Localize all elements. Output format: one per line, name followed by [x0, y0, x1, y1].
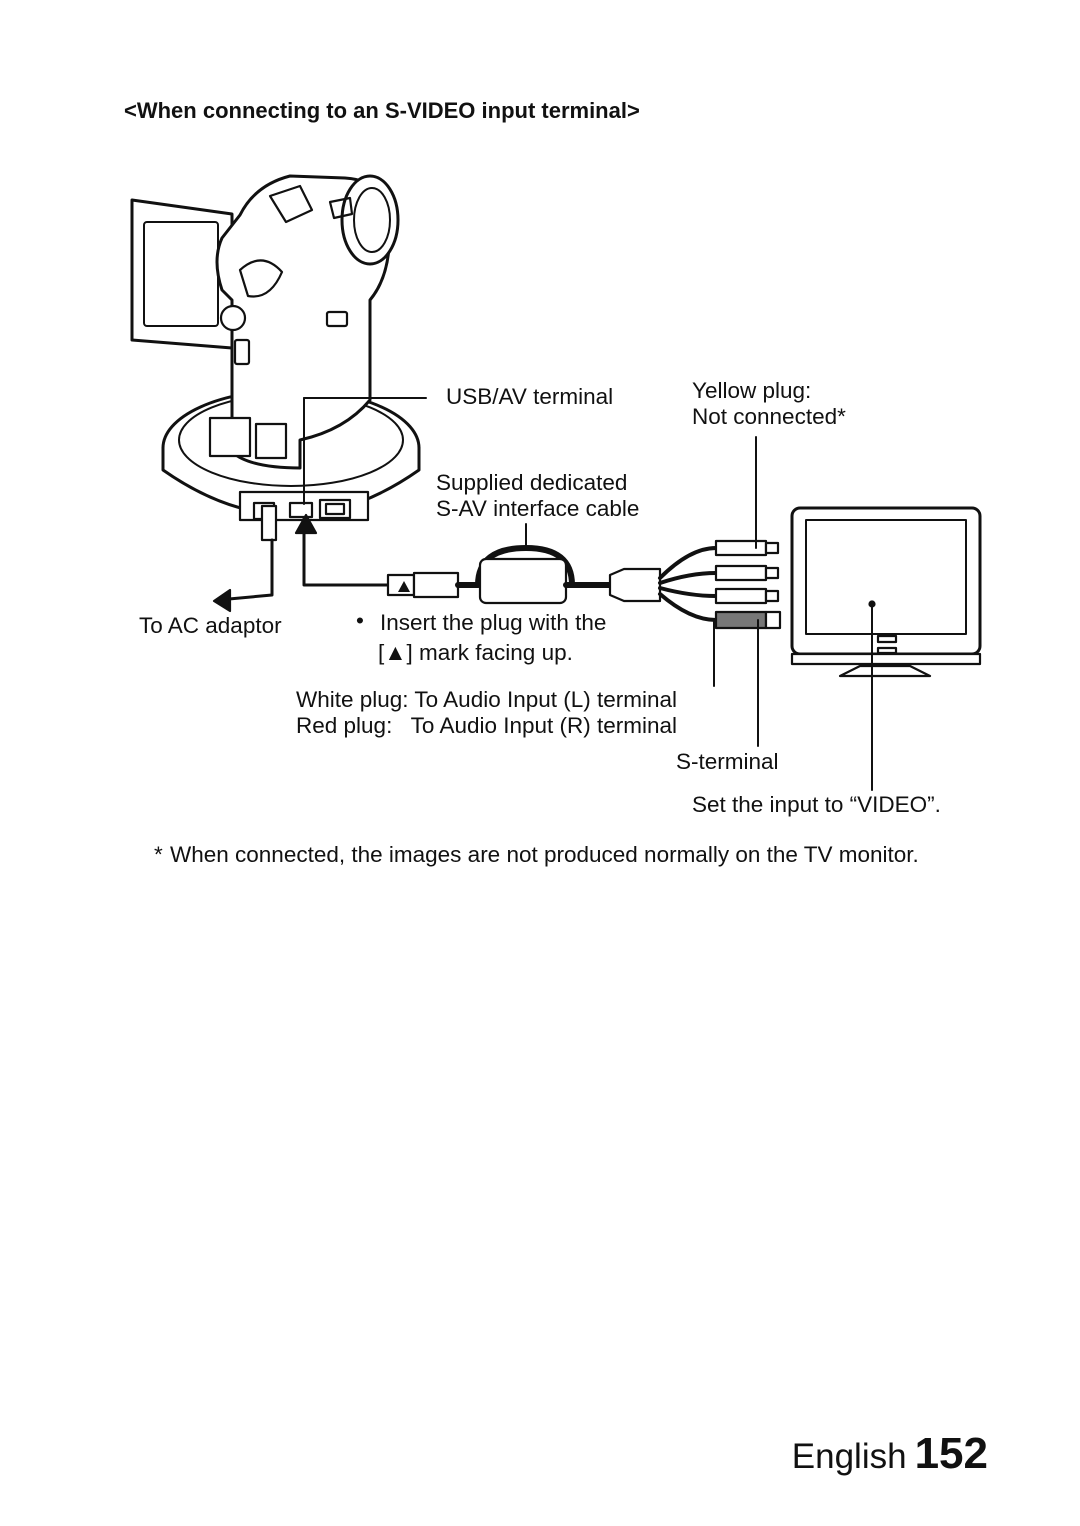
insert-plug-bullet: •: [356, 608, 364, 633]
page-footer: [792, 1424, 988, 1487]
tv-monitor-illustration: [792, 508, 980, 790]
ac-adaptor-cable: [214, 506, 276, 611]
footer-language: English: [791, 1437, 907, 1476]
insert-plug-note-line1: Insert the plug with the: [380, 610, 607, 635]
yellow-plug-label: Yellow plug:: [692, 378, 812, 403]
footnote-marker: *: [154, 842, 163, 867]
page-number: 152: [914, 1429, 988, 1478]
set-input-label: Set the input to “VIDEO”.: [692, 792, 941, 817]
footnote-text: When connected, the images are not produced normally on the TV monitor.: [170, 842, 919, 867]
cable-label-line1: Supplied dedicated: [436, 470, 628, 495]
white-plug-label: White plug: To Audio Input (L) terminal: [296, 687, 678, 712]
s-terminal-label: S-terminal: [676, 749, 779, 774]
section-heading: <When connecting to an S-VIDEO input terminal>: [124, 98, 640, 123]
usb-av-terminal-label: USB/AV terminal: [446, 384, 614, 409]
red-plug-label: Red plug: To Audio Input (R) terminal: [296, 713, 678, 738]
cable-label-line2: S-AV interface cable: [436, 496, 640, 521]
ac-adaptor-label: To AC adaptor: [139, 613, 282, 638]
insert-plug-note-line2: [▲] mark facing up.: [378, 640, 573, 665]
yellow-plug-note: Not connected*: [692, 404, 846, 429]
